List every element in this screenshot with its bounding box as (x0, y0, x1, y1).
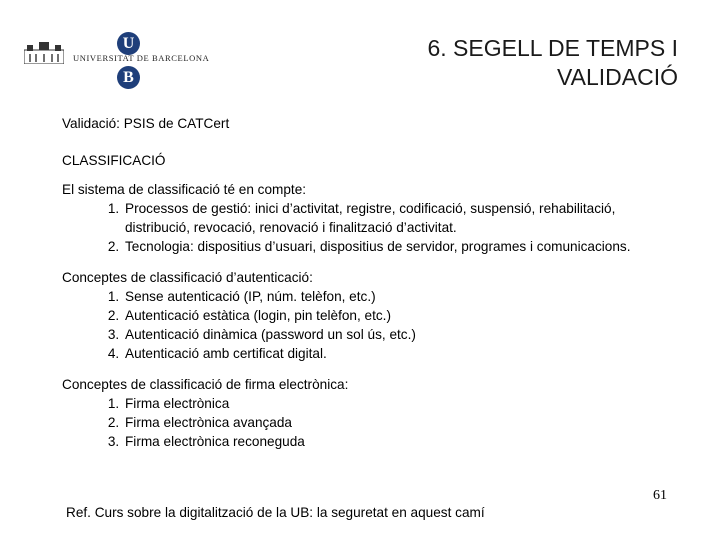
list-item: 2. Firma electrònica avançada (123, 413, 652, 432)
classification-list (62, 199, 652, 256)
slide-content (62, 114, 652, 463)
page-title (358, 34, 678, 92)
authentication-intro: Conceptes de classificació d’autenticació: (62, 270, 313, 285)
list-item: 1. Processos de gestió: inici d’activitat, registre, codificació, suspensió, rehabilitació, distribució, revocació, renovació i finalització d’activitat. (123, 199, 652, 237)
title-line-1: 6. SEGELL DE TEMPS I (427, 35, 678, 61)
list-item: 1. Sense autenticació (IP, núm. telèfon, etc.) (123, 287, 652, 306)
list-item: 1. Firma electrònica (123, 394, 652, 413)
university-logo (24, 30, 210, 96)
signature-section (62, 375, 652, 451)
list-item: 3. Firma electrònica reconeguda (123, 432, 652, 451)
list-item: 2. Autenticació estàtica (login, pin telèfon, etc.) (123, 306, 652, 325)
footer-reference: Ref. Curs sobre la digitalització de la UB: la seguretat en aquest camí (66, 505, 485, 520)
list-item: 3. Autenticació dinàmica (password un sol ús, etc.) (123, 325, 652, 344)
list-item: 4. Autenticació amb certificat digital. (123, 344, 652, 363)
list-item: 2. Tecnologia: dispositius d’usuari, dispositius de servidor, programes i comunicacions. (123, 237, 652, 256)
signature-list (62, 394, 652, 451)
logo-university-name: UNIVERSITAT DE BARCELONA (73, 53, 210, 63)
authentication-list (62, 287, 652, 363)
building-icon (24, 42, 64, 64)
logo-mark-u: U (117, 32, 140, 55)
classification-heading: CLASSIFICACIÓ (62, 153, 166, 168)
authentication-section (62, 268, 652, 363)
subheading: Validació: PSIS de CATCert (62, 116, 230, 131)
classification-intro: El sistema de classificació té en compte: (62, 182, 307, 197)
title-line-2: VALIDACIÓ (557, 64, 678, 90)
classification-section (62, 151, 652, 256)
page-number: 61 (653, 488, 667, 503)
logo-mark-b: B (117, 66, 140, 89)
signature-intro: Conceptes de classificació de firma electrònica: (62, 377, 349, 392)
